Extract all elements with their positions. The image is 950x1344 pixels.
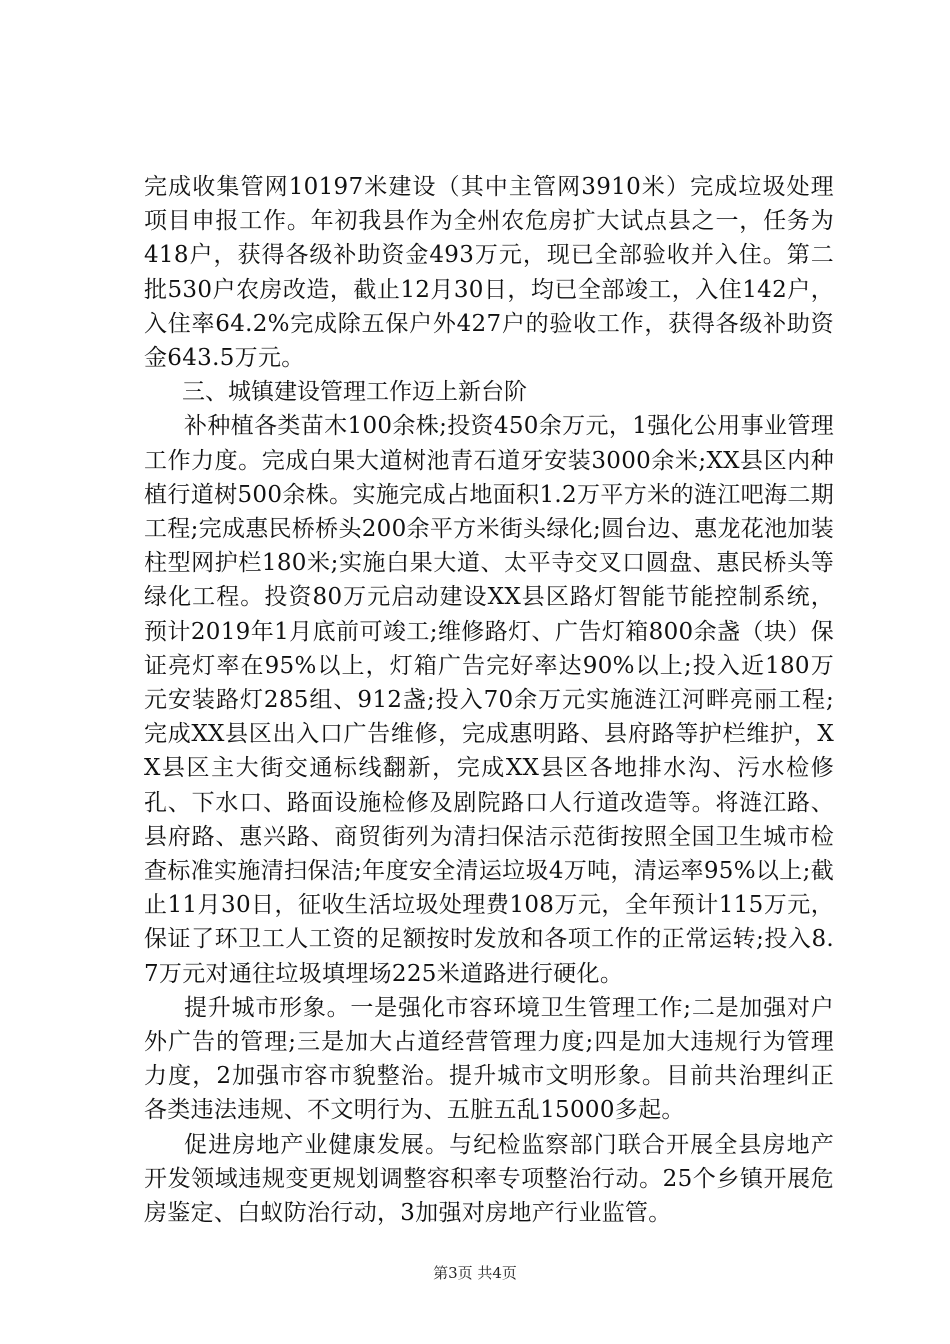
- paragraph-real-estate: 促进房地产业健康发展。与纪检监察部门联合开展全县房地产开发领域违规变更规划调整容积率专项整治行动。25个乡镇开展危房鉴定、白蚁防治行动，3加强对房地产行业监管。: [144, 1131, 834, 1227]
- paragraph-city-image: 提升城市形象。一是强化市容环境卫生管理工作;二是加强对户外广告的管理;三是加大占道经营管理力度;四是加大违规行为管理力度，2加强市容市貌整治。提升城市文明形象。目前共治理纠正各类违法违规、不文明行为、五脏五乱15000多起。: [144, 994, 834, 1124]
- section-heading-urban-construction: 三、城镇建设管理工作迈上新台阶: [182, 379, 527, 406]
- document-body: [144, 170, 834, 1230]
- paragraph-public-utilities: 补种植各类苗木100余株;投资450余万元，1强化公用事业管理工作力度。完成白果大道树池青石道牙安装3000余米;XX县区内种植行道树500余株。实施完成占地面积1.2万平方米的涟江吧海二期工程;完成惠民桥桥头200余平方米街头绿化;圆台边、惠龙花池加装柱型网护栏180米;实施白果大道、太平寺交叉口圆盘、惠民桥头等绿化工程。投资80万元启动建设XX县区路灯智能节能控制系统，预计2019年1月底前可竣工;维修路灯、广告灯箱800余盏（块）保证亮灯率在95%以上，灯箱广告完好率达90%以上;投入近180万元安装路灯285组、912盏;投入70余万元实施涟江河畔亮丽工程;完成XX县区出入口广告维修，完成惠明路、县府路等护栏维护，XX县区主大街交通标线翻新，完成XX县区各地排水沟、污水检修孔、下水口、路面设施检修及剧院路口人行道改造等。将涟江路、县府路、惠兴路、商贸街列为清扫保洁示范街按照全国卫生城市检查标准实施清扫保洁;年度安全清运垃圾4万吨，清运率95%以上;截止11月30日，征收生活垃圾处理费108万元，全年预计115万元，保证了环卫工人工资的足额按时发放和各项工作的正常运转;投入8.7万元对通往垃圾填埋场225米道路进行硬化。: [144, 413, 834, 987]
- page-number-footer: 第3页 共4页: [433, 1264, 517, 1282]
- paragraph-housing-renovation: 完成收集管网10197米建设（其中主管网3910米）完成垃圾处理项目申报工作。年初我县作为全州农危房扩大试点县之一，任务为418户，获得各级补助资金493万元，现已全部验收并入住。第二批530户农房改造，截止12月30日，均已全部竣工，入住142户，入住率64.2%完成除五保户外427户的验收工作，获得各级补助资金643.5万元。: [144, 174, 834, 372]
